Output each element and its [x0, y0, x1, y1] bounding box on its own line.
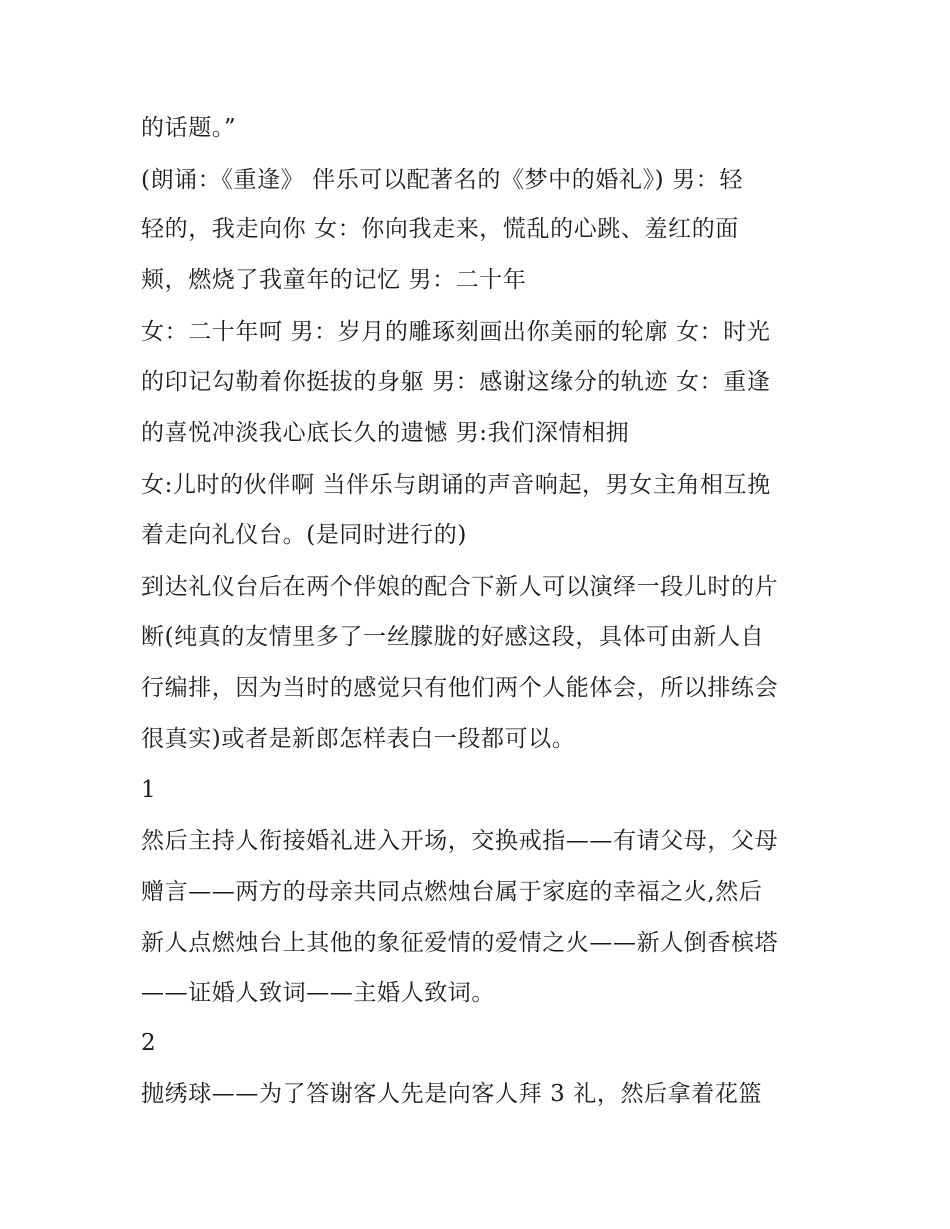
text-line: 行编排，因为当时的感觉只有他们两个人能体会，所以排练会 [141, 675, 779, 701]
text-line: ——证婚人致词——主婚人致词。 [141, 980, 495, 1006]
text-line: 着走向礼仪台。(是同时进行的) [141, 522, 467, 548]
text-line: 的话题。” [141, 115, 237, 141]
text-line: 1 [141, 777, 157, 803]
text-line: 2 [141, 1030, 157, 1056]
text-line: 女：二十年呵 男：岁月的雕琢刻画出你美丽的轮廓 女：时光 [141, 319, 771, 345]
text-line: 新人点燃烛台上其他的象征爱情的爱情之火——新人倒香槟塔 [141, 930, 779, 956]
text-line: 断(纯真的友情里多了一丝朦胧的好感这段，具体可由新人自 [141, 624, 765, 650]
text-line: 然后主持人衔接婚礼进入开场，交换戒指——有请父母，父母 [141, 828, 779, 854]
text-line: 赠言——两方的母亲共同点燃烛台属于家庭的幸福之火,然后 [141, 879, 763, 905]
text-line: 轻的，我走向你 女：你向我走来，慌乱的心跳、羞红的面 [141, 216, 739, 242]
text-line: 颊，燃烧了我童年的记忆 男：二十年 [141, 267, 527, 293]
text-line: 的印记勾勒着你挺拔的身躯 男：感谢这缘分的轨迹 女：重逢 [141, 369, 771, 395]
text-line: 的喜悦冲淡我心底长久的遗憾 男:我们深情相拥 [141, 420, 630, 446]
text-line: 女:儿时的伙伴啊 当伴乐与朗诵的声音响起，男女主角相互挽 [141, 472, 771, 498]
text-line: 到达礼仪台后在两个伴娘的配合下新人可以演绎一段儿时的片 [141, 574, 779, 600]
text-line: 抛绣球——为了答谢客人先是向客人拜 3 礼，然后拿着花篮 [141, 1081, 763, 1107]
text-line: (朗诵：《重逢》 伴乐可以配著名的《梦中的婚礼》) 男：轻 [141, 167, 743, 193]
text-line: 很真实)或者是新郎怎样表白一段都可以。 [141, 726, 576, 752]
